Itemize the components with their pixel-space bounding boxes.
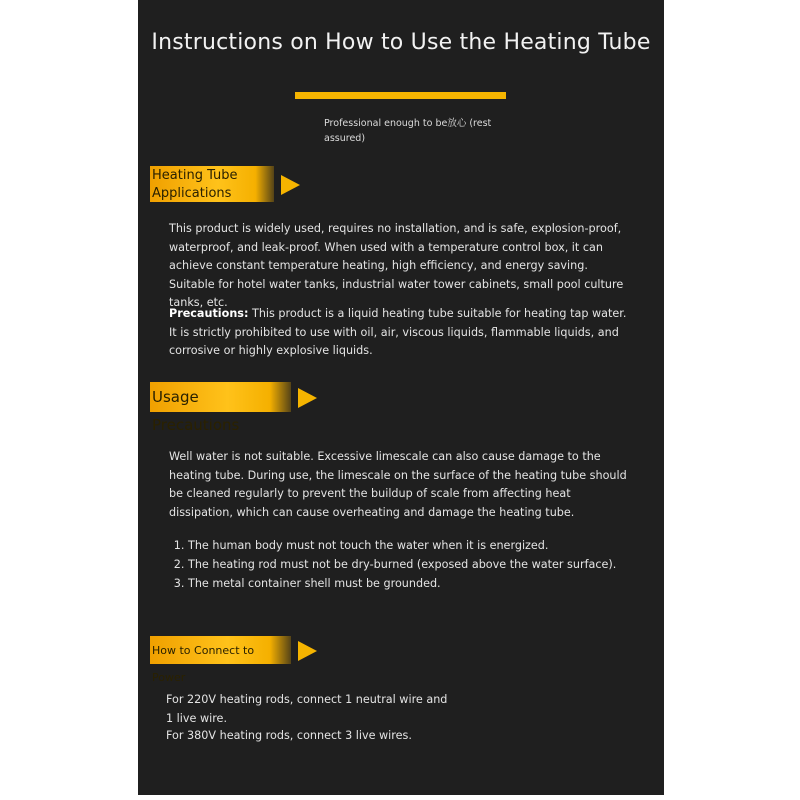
power-line-380v: For 380V heating rods, connect 3 live wires. xyxy=(166,729,412,742)
arrow-right-icon xyxy=(298,641,317,661)
section-heading-power: How to Connect to Power xyxy=(150,636,291,664)
title-underline-bar xyxy=(295,92,506,99)
applications-paragraph: This product is widely used, requires no installation, and is safe, explosion-proof, waterproof, and leak-proof. When used with a temperature control box, it can achieve constant temperature heating, high efficiency, and energy saving. Suitable for hotel water tanks, industrial water tower cabinets, small pool culture tanks, etc. xyxy=(169,222,624,310)
arrow-right-icon xyxy=(298,388,317,408)
arrow-right-icon xyxy=(281,175,300,195)
list-item: 1. The human body must not touch the water when it is energized. xyxy=(188,536,658,555)
usage-paragraph: Well water is not suitable. Excessive limescale can also cause damage to the heating tube. During use, the limescale on the surface of the heating tube should be cleaned regularly to prevent the buildup of scale from affecting heat dissipation, which can cause overheating and damage the heating tube. xyxy=(169,450,627,519)
power-line-220v: For 220V heating rods, connect 1 neutral wire and 1 live wire. xyxy=(166,693,448,725)
section-heading-usage: Usage Precautions xyxy=(150,382,291,412)
instruction-panel xyxy=(138,0,664,795)
list-item: 3. The metal container shell must be grounded. xyxy=(188,574,658,593)
list-item: 2. The heating rod must not be dry-burned (exposed above the water surface). xyxy=(188,555,658,574)
subtitle: Professional enough to be放心 (rest assured) xyxy=(324,118,492,144)
precautions-text: This product is a liquid heating tube suitable for heating tap water. It is strictly prohibited to use with oil, air, viscous liquids, flammable liquids, and corrosive or highly explosive liquids. xyxy=(169,307,627,358)
usage-rules-list xyxy=(173,536,658,593)
section-heading-applications: Heating Tube Applications xyxy=(150,166,274,202)
precautions-paragraph xyxy=(169,305,631,361)
precautions-label: Precautions: xyxy=(169,307,249,320)
page-title: Instructions on How to Use the Heating Tube xyxy=(151,30,651,55)
